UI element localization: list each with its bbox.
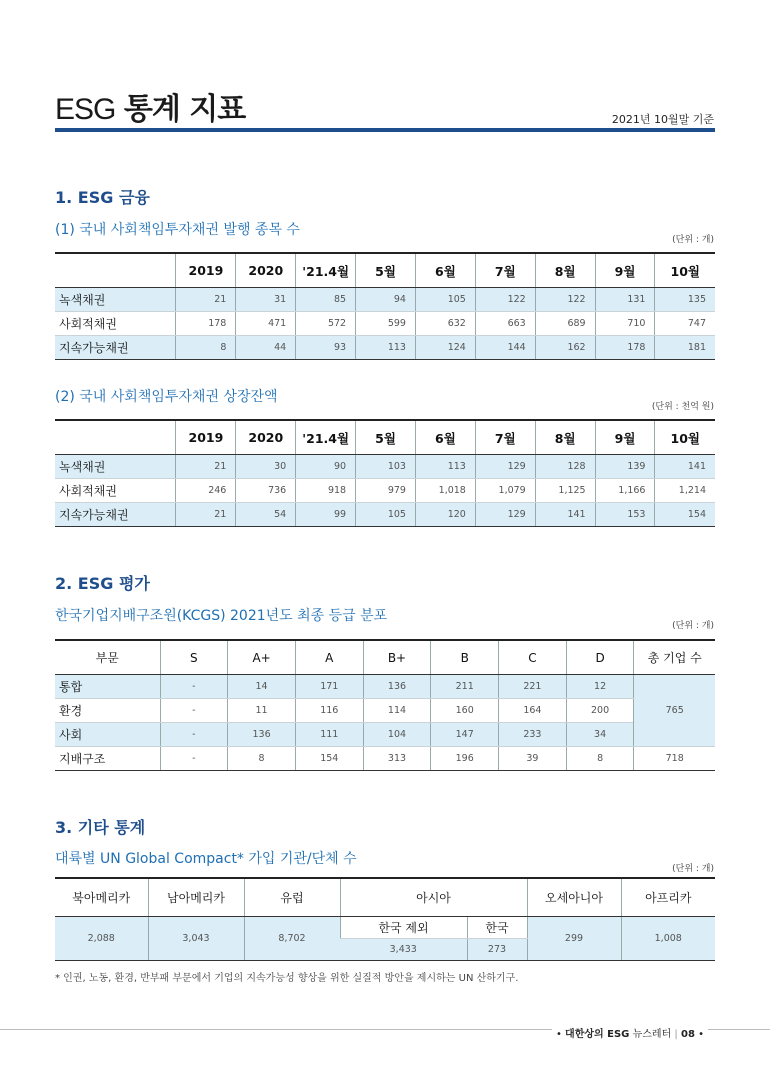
cell: 54	[236, 503, 296, 527]
cell: 129	[475, 503, 535, 527]
cell: 114	[363, 699, 431, 723]
cell: 181	[655, 336, 715, 360]
subheader-asia-ex-korea: 한국 제외	[340, 917, 467, 939]
table-header-row	[55, 640, 715, 675]
row-label: 사회적채권	[55, 479, 176, 503]
bullet-icon: •	[555, 1029, 562, 1040]
ungc-unit: (단위 : 개)	[672, 864, 714, 874]
column-header: 2019	[176, 420, 236, 455]
cell: 918	[296, 479, 356, 503]
row-label: 사회적채권	[55, 312, 176, 336]
cell: 14	[228, 675, 296, 699]
cell: 30	[236, 455, 296, 479]
row-label: 녹색채권	[55, 455, 176, 479]
column-header: 7월	[475, 420, 535, 455]
cell: 273	[467, 939, 527, 961]
cell: 211	[431, 675, 499, 699]
column-header: 9월	[595, 420, 655, 455]
cell: 154	[655, 503, 715, 527]
cell: 141	[535, 503, 595, 527]
cell: 1,079	[475, 479, 535, 503]
column-header: 2020	[236, 420, 296, 455]
column-header: 2020	[236, 253, 296, 288]
column-header: 6월	[415, 253, 475, 288]
listed-balance-table	[55, 419, 715, 527]
bullet-icon: •	[698, 1029, 704, 1040]
cell: 99	[296, 503, 356, 527]
column-header: 아프리카	[621, 878, 715, 917]
rating-distribution-table	[55, 639, 715, 771]
cell: 1,166	[595, 479, 655, 503]
cell: 113	[415, 455, 475, 479]
cell: 12	[566, 675, 634, 699]
cell: 1,008	[621, 917, 715, 961]
cell: 299	[527, 917, 621, 961]
cell: 979	[356, 479, 416, 503]
header-divider	[55, 128, 715, 132]
table2-unit: (단위 : 천억 원)	[651, 402, 714, 412]
cell: 3,043	[148, 917, 244, 961]
table-row	[55, 723, 715, 747]
cell: 8,702	[244, 917, 340, 961]
cell: 233	[499, 723, 567, 747]
row-label: 지배구조	[55, 747, 160, 771]
row-label: 녹색채권	[55, 288, 176, 312]
column-header: 유럽	[244, 878, 340, 917]
table-header-row	[55, 878, 715, 917]
column-header: 부문	[55, 640, 160, 675]
cell: 153	[595, 503, 655, 527]
cell: 1,018	[415, 479, 475, 503]
cell: 116	[295, 699, 363, 723]
cell: 105	[356, 503, 416, 527]
page-number: 08	[680, 1029, 695, 1040]
table-header-row	[55, 253, 715, 288]
cell: 171	[295, 675, 363, 699]
cell: 136	[363, 675, 431, 699]
cell: 147	[431, 723, 499, 747]
cell: 113	[356, 336, 416, 360]
rating-unit: (단위 : 개)	[672, 621, 714, 631]
table1-subtitle: (1) 국내 사회책임투자채권 발행 종목 수	[55, 222, 300, 238]
table-row	[55, 455, 715, 479]
cell: 144	[475, 336, 535, 360]
cell: 90	[296, 455, 356, 479]
row-label: 지속가능채권	[55, 503, 176, 527]
table-row	[55, 479, 715, 503]
column-header: C	[499, 640, 567, 675]
cell: 21	[176, 455, 236, 479]
footer-separator: |	[674, 1029, 678, 1040]
cell: 313	[363, 747, 431, 771]
column-header: '21.4월	[296, 420, 356, 455]
cell: 105	[415, 288, 475, 312]
cell: 21	[176, 503, 236, 527]
ungc-members-table	[55, 877, 715, 961]
cell: 129	[475, 455, 535, 479]
column-header: S	[160, 640, 228, 675]
column-header: 8월	[535, 420, 595, 455]
table-header-row	[55, 420, 715, 455]
cell: 31	[236, 288, 296, 312]
cell: 104	[363, 723, 431, 747]
cell: 1,214	[655, 479, 715, 503]
cell: -	[160, 699, 228, 723]
cell: -	[160, 747, 228, 771]
table-row	[55, 288, 715, 312]
section-title-esg-rating: 2. ESG 평가	[55, 574, 150, 593]
column-header: 10월	[655, 253, 715, 288]
cell: 93	[296, 336, 356, 360]
column-header	[55, 253, 176, 288]
cell: 599	[356, 312, 416, 336]
column-header	[55, 420, 176, 455]
cell: 663	[475, 312, 535, 336]
column-header: 5월	[356, 253, 416, 288]
cell: 164	[499, 699, 567, 723]
table-row	[55, 675, 715, 699]
column-header: 6월	[415, 420, 475, 455]
cell: 2,088	[55, 917, 148, 961]
table-row	[55, 917, 715, 939]
basis-date: 2021년 10월말 기준	[611, 113, 714, 126]
cell: 21	[176, 288, 236, 312]
page-title	[55, 84, 245, 128]
cell: 128	[535, 455, 595, 479]
cell: 162	[535, 336, 595, 360]
row-label: 지속가능채권	[55, 336, 176, 360]
cell: 103	[356, 455, 416, 479]
cell: 246	[176, 479, 236, 503]
cell: 572	[296, 312, 356, 336]
bond-issues-table	[55, 252, 715, 360]
cell: 196	[431, 747, 499, 771]
cell: 1,125	[535, 479, 595, 503]
cell: 94	[356, 288, 416, 312]
column-header: 총 기업 수	[634, 640, 715, 675]
cell: 44	[236, 336, 296, 360]
cell: 3,433	[340, 939, 467, 961]
total-companies-cell: 718	[634, 747, 715, 771]
row-label: 통합	[55, 675, 160, 699]
cell: 124	[415, 336, 475, 360]
table-row	[55, 699, 715, 723]
cell: 160	[431, 699, 499, 723]
column-header: 2019	[176, 253, 236, 288]
cell: 471	[236, 312, 296, 336]
column-header: 7월	[475, 253, 535, 288]
subheader-korea: 한국	[467, 917, 527, 939]
table-row	[55, 747, 715, 771]
total-companies-cell: 765	[634, 675, 715, 747]
footnote: * 인권, 노동, 환경, 반부패 부문에서 기업의 지속가능성 향상을 위한 실질적 방안을 제시하는 UN 산하기구.	[55, 973, 519, 984]
title-en: ESG	[55, 93, 116, 126]
cell: 141	[655, 455, 715, 479]
cell: 122	[535, 288, 595, 312]
section-title-other-stats: 3. 기타 통계	[55, 818, 146, 837]
cell: 8	[176, 336, 236, 360]
cell: 139	[595, 455, 655, 479]
cell: 178	[595, 336, 655, 360]
cell: 135	[655, 288, 715, 312]
column-header: A+	[228, 640, 296, 675]
column-header: 9월	[595, 253, 655, 288]
cell: 120	[415, 503, 475, 527]
cell: 131	[595, 288, 655, 312]
cell: 136	[228, 723, 296, 747]
footer-brand: 대한상의 ESG	[565, 1029, 630, 1040]
column-header: 5월	[356, 420, 416, 455]
cell: 689	[535, 312, 595, 336]
cell: 39	[499, 747, 567, 771]
ungc-subtitle: 대륙별 UN Global Compact* 가입 기관/단체 수	[55, 851, 357, 867]
title-ko: 통계 지표	[123, 92, 246, 127]
table-row	[55, 312, 715, 336]
cell: -	[160, 723, 228, 747]
cell: 111	[295, 723, 363, 747]
table-row	[55, 336, 715, 360]
cell: 221	[499, 675, 567, 699]
column-header: 오세아니아	[527, 878, 621, 917]
rating-subtitle: 한국기업지배구조원(KCGS) 2021년도 최종 등급 분포	[55, 608, 388, 624]
cell: 122	[475, 288, 535, 312]
column-header: 북아메리카	[55, 878, 148, 917]
row-label: 사회	[55, 723, 160, 747]
column-header: B	[431, 640, 499, 675]
column-header: 10월	[655, 420, 715, 455]
cell: 8	[228, 747, 296, 771]
cell: 34	[566, 723, 634, 747]
column-header: 아시아	[340, 878, 527, 917]
cell: 736	[236, 479, 296, 503]
table2-subtitle: (2) 국내 사회책임투자채권 상장잔액	[55, 389, 278, 405]
cell: 11	[228, 699, 296, 723]
page-footer	[552, 1025, 708, 1040]
cell: 154	[295, 747, 363, 771]
column-header: A	[295, 640, 363, 675]
column-header: D	[566, 640, 634, 675]
column-header: 8월	[535, 253, 595, 288]
column-header: '21.4월	[296, 253, 356, 288]
row-label: 환경	[55, 699, 160, 723]
column-header: 남아메리카	[148, 878, 244, 917]
cell: 85	[296, 288, 356, 312]
footer-newsletter: 뉴스레터	[632, 1029, 672, 1040]
cell: 747	[655, 312, 715, 336]
cell: 200	[566, 699, 634, 723]
cell: 710	[595, 312, 655, 336]
cell: 8	[566, 747, 634, 771]
table-row	[55, 503, 715, 527]
column-header: B+	[363, 640, 431, 675]
cell: 178	[176, 312, 236, 336]
cell: 632	[415, 312, 475, 336]
table1-unit: (단위 : 개)	[672, 235, 714, 245]
section-title-esg-finance: 1. ESG 금융	[55, 188, 150, 207]
cell: -	[160, 675, 228, 699]
